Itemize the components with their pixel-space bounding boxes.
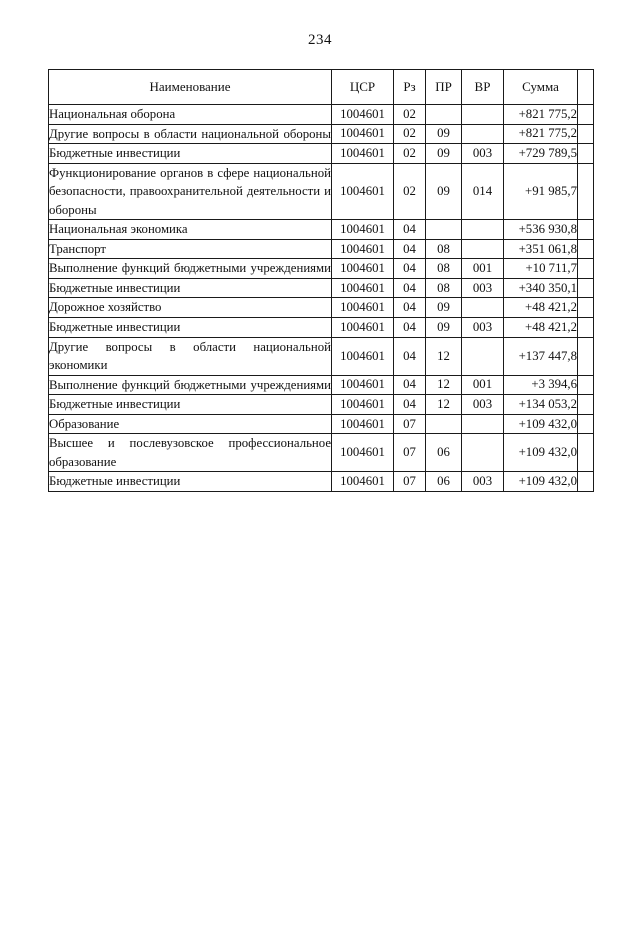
row-rz: 04 — [394, 239, 426, 259]
table-row — [49, 318, 594, 338]
row-tail — [578, 163, 594, 220]
row-name: Бюджетные инвестиции — [49, 144, 332, 164]
row-vr — [462, 239, 504, 259]
table-row — [49, 337, 594, 375]
row-tail — [578, 414, 594, 434]
row-tail — [578, 337, 594, 375]
row-pr: 06 — [426, 472, 462, 492]
row-sum: +3 394,6 — [504, 375, 578, 395]
row-pr: 08 — [426, 259, 462, 279]
row-vr: 001 — [462, 259, 504, 279]
row-tail — [578, 259, 594, 279]
row-pr: 09 — [426, 318, 462, 338]
row-csr: 1004601 — [332, 105, 394, 125]
row-rz: 02 — [394, 105, 426, 125]
row-sum: +137 447,8 — [504, 337, 578, 375]
row-csr: 1004601 — [332, 395, 394, 415]
row-vr: 003 — [462, 278, 504, 298]
table-body — [49, 105, 594, 492]
table-header-row — [49, 70, 594, 105]
row-rz: 07 — [394, 414, 426, 434]
row-pr: 12 — [426, 395, 462, 415]
row-vr — [462, 434, 504, 472]
row-pr — [426, 414, 462, 434]
row-sum: +536 930,8 — [504, 220, 578, 240]
row-tail — [578, 144, 594, 164]
table-row — [49, 472, 594, 492]
row-csr: 1004601 — [332, 124, 394, 144]
row-sum: +10 711,7 — [504, 259, 578, 279]
column-header-rz: Рз — [394, 70, 426, 105]
row-rz: 04 — [394, 298, 426, 318]
row-pr: 09 — [426, 298, 462, 318]
row-tail — [578, 434, 594, 472]
column-header-sum: Сумма — [504, 70, 578, 105]
column-header-name: Наименование — [49, 70, 332, 105]
row-sum: +48 421,2 — [504, 298, 578, 318]
row-tail — [578, 472, 594, 492]
table-row — [49, 163, 594, 220]
row-sum: +729 789,5 — [504, 144, 578, 164]
row-tail — [578, 278, 594, 298]
row-name: Национальная оборона — [49, 105, 332, 125]
table-row — [49, 414, 594, 434]
row-name: Бюджетные инвестиции — [49, 472, 332, 492]
row-pr — [426, 220, 462, 240]
column-header-pr: ПР — [426, 70, 462, 105]
row-csr: 1004601 — [332, 144, 394, 164]
row-rz: 07 — [394, 434, 426, 472]
row-name: Выполнение функций бюджетными учреждениями — [49, 259, 332, 279]
row-pr: 09 — [426, 163, 462, 220]
row-csr: 1004601 — [332, 472, 394, 492]
row-csr: 1004601 — [332, 163, 394, 220]
row-pr: 12 — [426, 337, 462, 375]
row-sum: +91 985,7 — [504, 163, 578, 220]
row-csr: 1004601 — [332, 318, 394, 338]
column-header-csr: ЦСР — [332, 70, 394, 105]
row-tail — [578, 239, 594, 259]
budget-table-container — [48, 69, 592, 492]
row-sum: +48 421,2 — [504, 318, 578, 338]
row-vr — [462, 298, 504, 318]
table-row — [49, 434, 594, 472]
row-sum: +821 775,2 — [504, 105, 578, 125]
row-csr: 1004601 — [332, 375, 394, 395]
row-rz: 04 — [394, 259, 426, 279]
row-rz: 02 — [394, 124, 426, 144]
column-header-tail — [578, 70, 594, 105]
row-tail — [578, 124, 594, 144]
column-header-vr: ВР — [462, 70, 504, 105]
row-name: Бюджетные инвестиции — [49, 318, 332, 338]
row-rz: 04 — [394, 337, 426, 375]
row-pr: 08 — [426, 278, 462, 298]
row-vr — [462, 105, 504, 125]
table-row — [49, 220, 594, 240]
row-name: Дорожное хозяйство — [49, 298, 332, 318]
row-rz: 07 — [394, 472, 426, 492]
row-tail — [578, 395, 594, 415]
row-name: Национальная экономика — [49, 220, 332, 240]
row-sum: +351 061,8 — [504, 239, 578, 259]
row-pr: 09 — [426, 124, 462, 144]
page-number: 234 — [308, 32, 332, 48]
row-name: Транспорт — [49, 239, 332, 259]
table-row — [49, 239, 594, 259]
row-csr: 1004601 — [332, 434, 394, 472]
row-name: Высшее и послевузовское профессиональное образование — [49, 434, 332, 472]
row-name: Бюджетные инвестиции — [49, 278, 332, 298]
row-tail — [578, 220, 594, 240]
row-tail — [578, 375, 594, 395]
row-vr: 003 — [462, 395, 504, 415]
row-name: Выполнение функций бюджетными учреждениями — [49, 375, 332, 395]
row-csr: 1004601 — [332, 259, 394, 279]
row-sum: +109 432,0 — [504, 434, 578, 472]
row-vr — [462, 124, 504, 144]
row-rz: 04 — [394, 220, 426, 240]
row-sum: +109 432,0 — [504, 414, 578, 434]
row-rz: 04 — [394, 278, 426, 298]
row-pr: 06 — [426, 434, 462, 472]
row-sum: +821 775,2 — [504, 124, 578, 144]
row-vr — [462, 414, 504, 434]
row-csr: 1004601 — [332, 337, 394, 375]
table-row — [49, 375, 594, 395]
row-sum: +109 432,0 — [504, 472, 578, 492]
table-row — [49, 259, 594, 279]
table-row — [49, 395, 594, 415]
row-name: Функционирование органов в сфере национальной безопасности, правоохранительной деятельности и обороны — [49, 163, 332, 220]
table-row — [49, 298, 594, 318]
row-vr — [462, 337, 504, 375]
row-sum: +340 350,1 — [504, 278, 578, 298]
row-pr: 12 — [426, 375, 462, 395]
table-row — [49, 144, 594, 164]
row-rz: 04 — [394, 395, 426, 415]
table-row — [49, 105, 594, 125]
table-row — [49, 124, 594, 144]
row-vr — [462, 220, 504, 240]
row-rz: 04 — [394, 318, 426, 338]
table-row — [49, 278, 594, 298]
row-rz: 02 — [394, 144, 426, 164]
row-name: Образование — [49, 414, 332, 434]
row-csr: 1004601 — [332, 220, 394, 240]
row-pr — [426, 105, 462, 125]
row-tail — [578, 318, 594, 338]
row-name: Другие вопросы в области национальной обороны — [49, 124, 332, 144]
document-page — [0, 32, 640, 937]
row-rz: 04 — [394, 375, 426, 395]
row-pr: 09 — [426, 144, 462, 164]
row-csr: 1004601 — [332, 414, 394, 434]
table-header — [49, 70, 594, 105]
row-csr: 1004601 — [332, 239, 394, 259]
row-sum: +134 053,2 — [504, 395, 578, 415]
row-name: Бюджетные инвестиции — [49, 395, 332, 415]
row-vr: 003 — [462, 144, 504, 164]
row-name: Другие вопросы в области национальной экономики — [49, 337, 332, 375]
row-vr: 003 — [462, 472, 504, 492]
row-csr: 1004601 — [332, 278, 394, 298]
row-vr: 001 — [462, 375, 504, 395]
row-csr: 1004601 — [332, 298, 394, 318]
row-pr: 08 — [426, 239, 462, 259]
row-vr: 014 — [462, 163, 504, 220]
row-vr: 003 — [462, 318, 504, 338]
row-tail — [578, 105, 594, 125]
row-rz: 02 — [394, 163, 426, 220]
budget-table — [48, 69, 594, 492]
row-tail — [578, 298, 594, 318]
